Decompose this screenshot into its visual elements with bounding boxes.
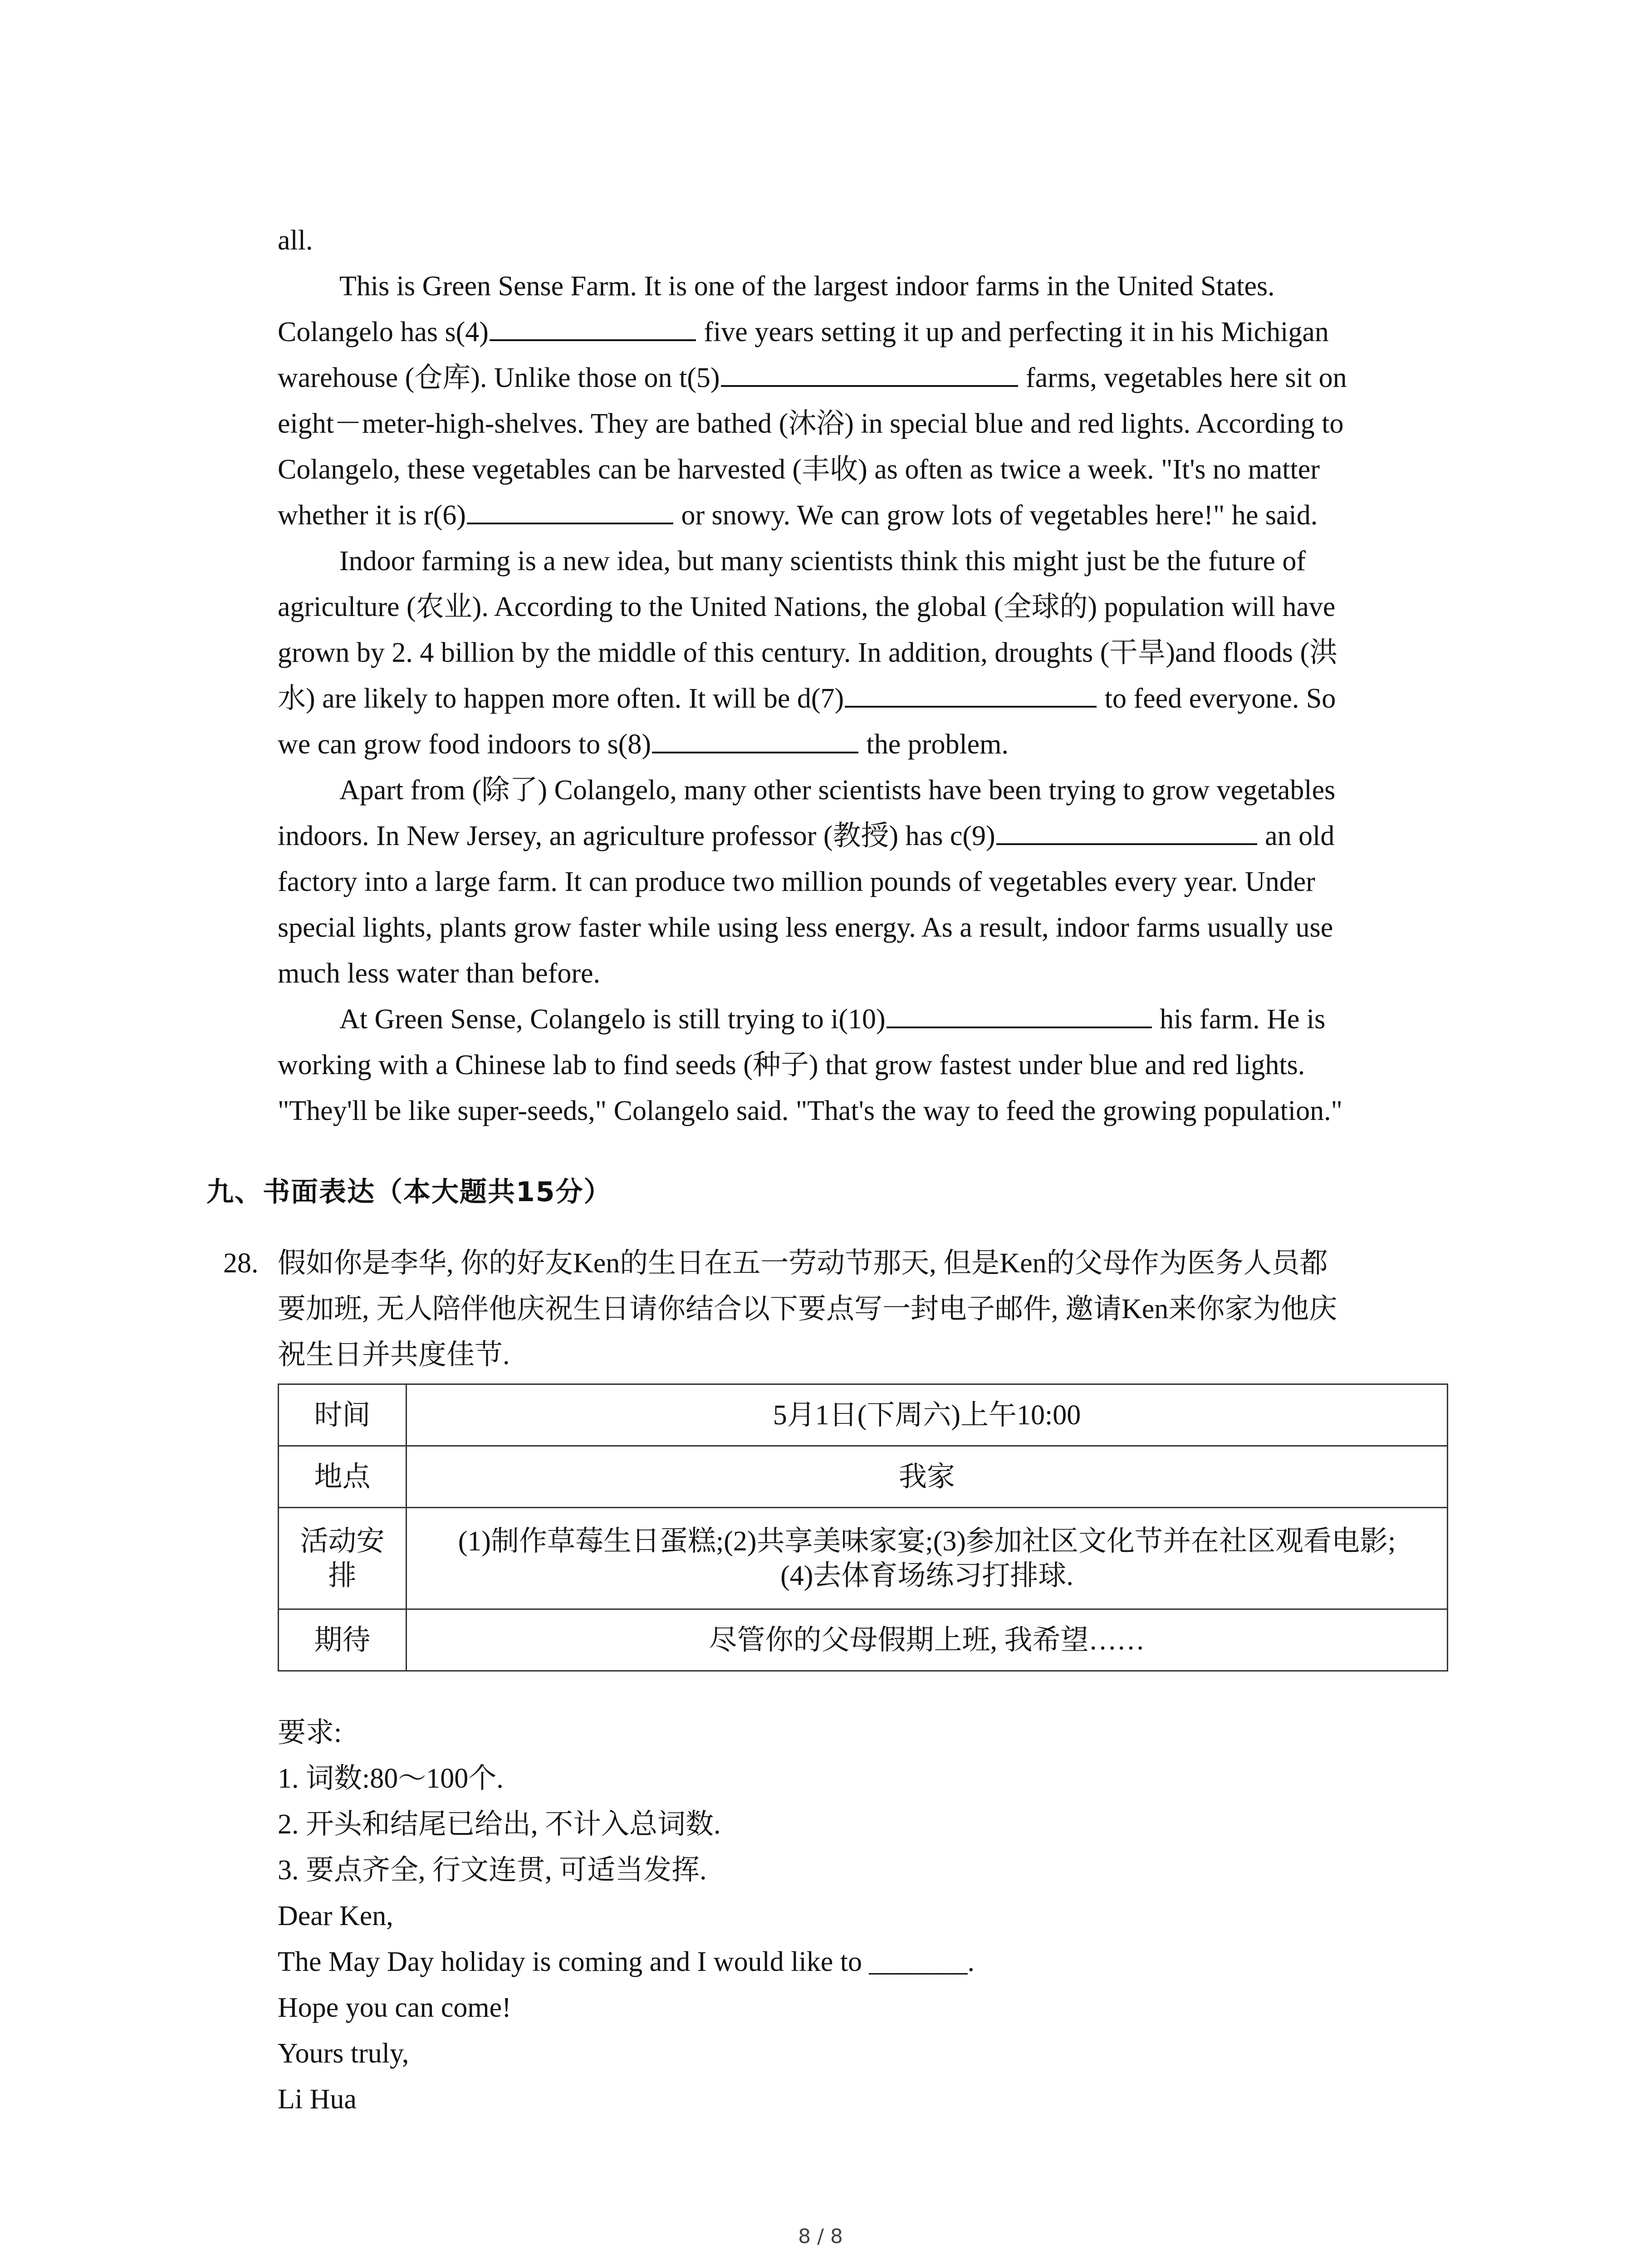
- prompt-line: 要加班, 无人陪伴他庆祝生日请你结合以下要点写一封电子邮件, 邀请Ken来你家为他庆: [278, 1294, 1337, 1325]
- question-prompt: [278, 1241, 1439, 1378]
- passage-text: or snowy. We can grow lots of vegetables here!" he said.: [674, 500, 1318, 531]
- passage-text: indoors. In New Jersey, an agriculture professor (教授) has c(9): [278, 821, 995, 851]
- passage-line: all.: [278, 225, 313, 256]
- prompt-line: 假如你是李华, 你的好友Ken的生日在五一劳动节那天, 但是Ken的父母作为医务人员都: [278, 1248, 1328, 1279]
- passage-line: [278, 676, 1439, 722]
- letter-line: The May Day holiday is coming and I would like to _______.: [278, 1946, 975, 1977]
- passage-line: This is Green Sense Farm. It is one of the largest indoor farms in the United States.: [339, 271, 1275, 302]
- table-row: [279, 1609, 1448, 1671]
- page-number: 8 / 8: [798, 2225, 843, 2248]
- passage-line: working with a Chinese lab to find seeds (种子) that grow fastest under blue and red lights.: [278, 1050, 1305, 1080]
- table-key: 地点: [279, 1446, 407, 1508]
- passage-line: Apart from (除了) Colangelo, many other scientists have been trying to grow vegetables: [339, 775, 1336, 806]
- letter-closing: Yours truly,: [278, 2038, 409, 2069]
- key-points-table: [278, 1383, 1448, 1672]
- passage-text: whether it is r(6): [278, 500, 466, 531]
- passage-line: agriculture (农业). According to the United Nations, the global (全球的) population will have: [278, 591, 1336, 622]
- letter-line: Hope you can come!: [278, 1992, 511, 2023]
- passage-line: grown by 2. 4 billion by the middle of this century. In addition, droughts (干旱)and floods (洪: [278, 637, 1338, 668]
- passage-text: five years setting it up and perfecting it in his Michigan: [696, 317, 1329, 347]
- passage-line: [278, 813, 1439, 859]
- section-title: 九、书面表达（本大题共15分）: [206, 1176, 612, 1208]
- passage-line: factory into a large farm. It can produce two million pounds of vegetables every year. Under: [278, 866, 1315, 897]
- answer-blank-6[interactable]: [467, 495, 673, 524]
- table-key: [279, 1508, 407, 1609]
- passage-text: farms, vegetables here sit on: [1019, 362, 1347, 393]
- requirements-title: 要求:: [278, 1717, 342, 1748]
- passage-line: [278, 309, 1439, 355]
- answer-blank-8[interactable]: [652, 724, 858, 753]
- table-value: 我家: [407, 1446, 1448, 1508]
- requirement-item: 2. 开头和结尾已给出, 不计入总词数.: [278, 1809, 721, 1840]
- passage-text: At Green Sense, Colangelo is still trying to i(10): [339, 1004, 886, 1035]
- answer-blank-7[interactable]: [845, 679, 1097, 708]
- requirement-item: 3. 要点齐全, 行文连贯, 可适当发挥.: [278, 1855, 707, 1886]
- table-row: [279, 1508, 1448, 1609]
- prompt-line: 祝生日并共度佳节.: [278, 1339, 510, 1370]
- table-key-text: 活动安排: [300, 1525, 385, 1591]
- passage-line: much less water than before.: [278, 958, 601, 989]
- passage-text: the problem.: [859, 729, 1009, 760]
- passage-text: we can grow food indoors to s(8): [278, 729, 652, 760]
- table-value: 5月1日(下周六)上午10:00: [407, 1384, 1448, 1446]
- letter-signature: Li Hua: [278, 2084, 357, 2115]
- passage-line: [278, 997, 1439, 1042]
- table-value: 尽管你的父母假期上班, 我希望……: [407, 1609, 1448, 1671]
- passage-text: an old: [1258, 821, 1335, 851]
- table-value-line: (1)制作草莓生日蛋糕;(2)共享美味家宴;(3)参加社区文化节并在社区观看电影;: [458, 1525, 1396, 1557]
- passage-text: to feed everyone. So: [1097, 683, 1336, 714]
- passage-text: warehouse (仓库). Unlike those on t(5): [278, 362, 720, 393]
- writing-requirements: [278, 1710, 1439, 2122]
- passage-line: [278, 493, 1439, 538]
- passage-line: Colangelo, these vegetables can be harvested (丰收) as often as twice a week. "It's no matter: [278, 454, 1320, 485]
- passage-line: "They'll be like super-seeds," Colangelo said. "That's the way to feed the growing population.": [278, 1095, 1342, 1126]
- question-number: 28.: [223, 1248, 259, 1279]
- table-row: [279, 1384, 1448, 1446]
- answer-blank-4[interactable]: [490, 312, 696, 341]
- passage-line: special lights, plants grow faster while using less energy. As a result, indoor farms usually use: [278, 912, 1333, 943]
- letter-greeting: Dear Ken,: [278, 1901, 393, 1931]
- reading-passage: [278, 218, 1439, 1134]
- passage-line: [278, 355, 1439, 401]
- passage-line: [278, 722, 1439, 767]
- passage-text: Colangelo has s(4): [278, 317, 489, 347]
- passage-line: Indoor farming is a new idea, but many scientists think this might just be the future of: [339, 546, 1306, 577]
- table-key: 时间: [279, 1384, 407, 1446]
- passage-line: eight－meter-high-shelves. They are bathed (沐浴) in special blue and red lights. According to: [278, 408, 1344, 439]
- table-value: [407, 1508, 1448, 1609]
- table-row: [279, 1446, 1448, 1508]
- table-key: 期待: [279, 1609, 407, 1671]
- requirement-item: 1. 词数:80～100个.: [278, 1763, 504, 1794]
- answer-blank-5[interactable]: [721, 358, 1018, 387]
- passage-text: his farm. He is: [1152, 1004, 1326, 1035]
- passage-text: 水) are likely to happen more often. It will be d(7): [278, 683, 844, 714]
- answer-blank-10[interactable]: [887, 999, 1152, 1028]
- table-value-line: (4)去体育场练习打排球.: [780, 1560, 1073, 1591]
- answer-blank-9[interactable]: [996, 816, 1257, 845]
